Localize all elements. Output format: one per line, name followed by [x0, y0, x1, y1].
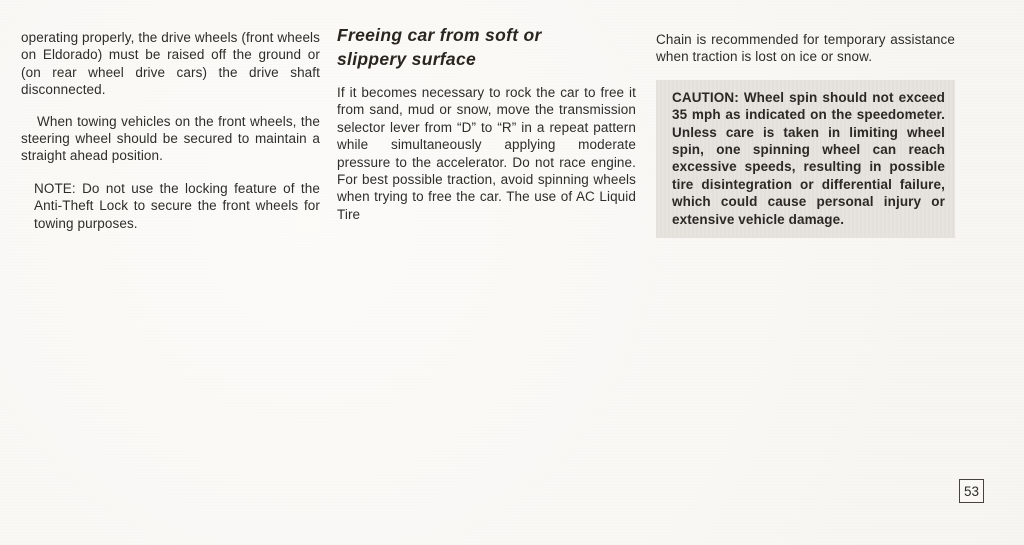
page-number-box: [959, 479, 984, 503]
caution-box: CAUTION: Wheel spin should not exceed 35 mph as indicated on the speedometer. Unless care is taken in limiting wheel spin, one spinning wheel can reach excessive speeds, resulting in possible tire disintegration or differential failure, which could cause personal injury or extensive vehicle damage.: [656, 80, 955, 238]
right-column: [656, 31, 955, 238]
right-column-paragraph-1: Chain is recommended for temporary assistance when traction is lost on ice or snow.: [656, 32, 955, 65]
left-column-paragraph-1: operating properly, the drive wheels (front wheels on Eldorado) must be raised off the ground or (on rear wheel drive cars) the drive shaft disconnected.: [21, 30, 320, 98]
left-column: [21, 29, 320, 232]
section-heading-line-1: Freeing car from soft or: [337, 25, 542, 45]
page-number: 53: [963, 483, 980, 499]
section-heading: [337, 24, 636, 71]
middle-column: [337, 24, 636, 223]
middle-column-body: If it becomes necessary to rock the car to free it from sand, mud or snow, move the transmission selector lever from “D” to “R” in a repeat pattern while simultaneously applying moderate pressure to the accelerator. Do not race engine. For best possible traction, avoid spinning wheels when trying to free the car. The use of AC Liquid Tire: [337, 85, 636, 222]
left-column-paragraph-2: When towing vehicles on the front wheels, the steering wheel should be secured to maintain a straight ahead position.: [21, 113, 320, 164]
section-heading-line-2: slippery surface: [337, 48, 477, 69]
note-paragraph: NOTE: Do not use the locking feature of the Anti-Theft Lock to secure the front wheels for towing purposes.: [34, 180, 320, 231]
